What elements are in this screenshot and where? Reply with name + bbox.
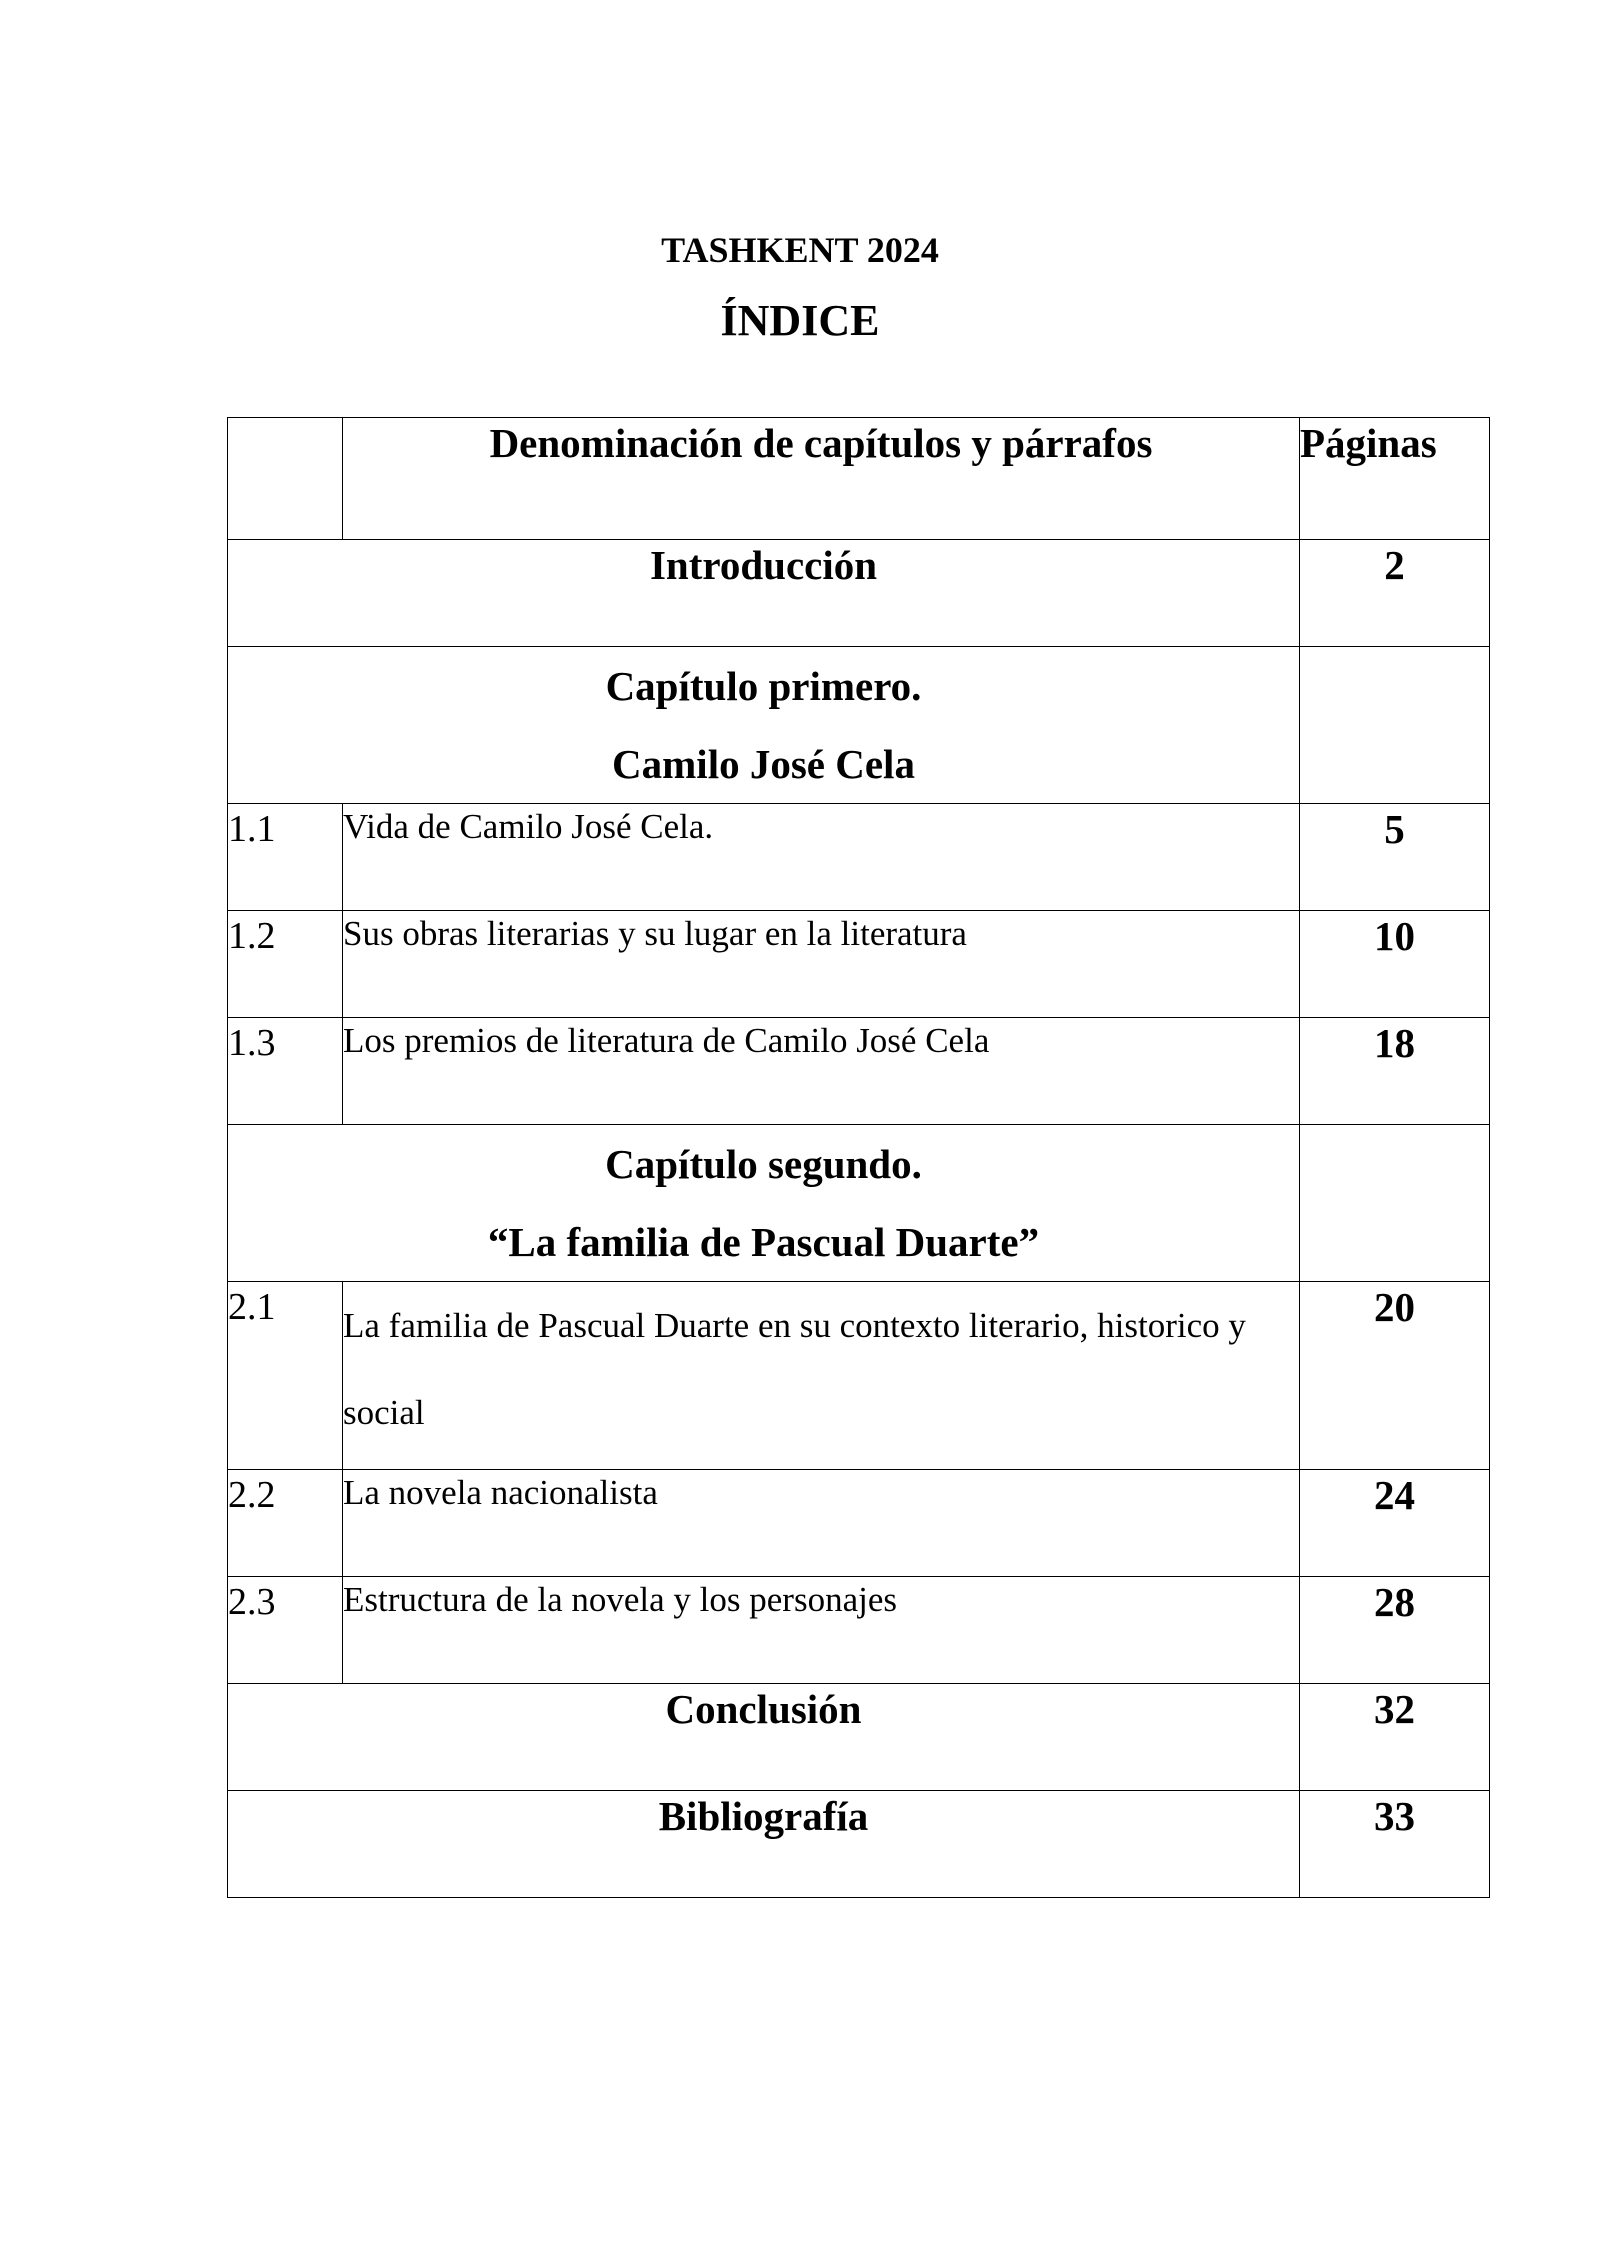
introduction-page: 2 xyxy=(1300,540,1490,647)
chapter2-line1: Capítulo segundo. xyxy=(605,1141,922,1187)
conclusion-title: Conclusión xyxy=(228,1684,1300,1791)
item-title: Vida de Camilo José Cela. xyxy=(343,804,1300,911)
item-title: Los premios de literatura de Camilo José Cela xyxy=(343,1018,1300,1125)
item-title: Sus obras literarias y su lugar en la literatura xyxy=(343,911,1300,1018)
item-title: La familia de Pascual Duarte en su contexto literario, historico y social xyxy=(343,1282,1300,1470)
table-row xyxy=(228,804,1490,911)
item-number: 1.3 xyxy=(228,1018,343,1125)
item-page: 28 xyxy=(1300,1577,1490,1684)
item-number: 2.3 xyxy=(228,1577,343,1684)
bibliography-title: Bibliografía xyxy=(228,1791,1300,1898)
introduction-row xyxy=(228,540,1490,647)
header-pages-cell: Páginas xyxy=(1300,418,1490,540)
chapter2-page xyxy=(1300,1125,1490,1282)
table-row xyxy=(228,1282,1490,1470)
item-page: 20 xyxy=(1300,1282,1490,1470)
chapter2-row xyxy=(228,1125,1490,1282)
chapter1-line2: Camilo José Cela xyxy=(612,741,915,787)
chapter2-line2: “La familia de Pascual Duarte” xyxy=(487,1219,1040,1265)
bibliography-page: 33 xyxy=(1300,1791,1490,1898)
table-row xyxy=(228,1018,1490,1125)
table-row xyxy=(228,911,1490,1018)
document-title: TASHKENT 2024 xyxy=(661,230,939,270)
item-page: 18 xyxy=(1300,1018,1490,1125)
bibliography-row xyxy=(228,1791,1490,1898)
header-title-cell: Denominación de capítulos y párrafos xyxy=(343,418,1300,540)
item-number: 1.1 xyxy=(228,804,343,911)
item-title: Estructura de la novela y los personajes xyxy=(343,1577,1300,1684)
item-number: 2.2 xyxy=(228,1470,343,1577)
conclusion-page: 32 xyxy=(1300,1684,1490,1791)
item-number: 1.2 xyxy=(228,911,343,1018)
introduction-title: Introducción xyxy=(228,540,1300,647)
chapter1-page xyxy=(1300,647,1490,804)
item-number: 2.1 xyxy=(228,1282,343,1470)
table-of-contents xyxy=(227,417,1490,1898)
item-title: La novela nacionalista xyxy=(343,1470,1300,1577)
chapter1-title-cell xyxy=(228,647,1300,804)
chapter1-line1: Capítulo primero. xyxy=(605,663,922,709)
table-header-row xyxy=(228,418,1490,540)
chapter2-title-cell xyxy=(228,1125,1300,1282)
table-row xyxy=(228,1470,1490,1577)
item-page: 5 xyxy=(1300,804,1490,911)
item-page: 10 xyxy=(1300,911,1490,1018)
conclusion-row xyxy=(228,1684,1490,1791)
chapter1-row xyxy=(228,647,1490,804)
table-row xyxy=(228,1577,1490,1684)
header-num-cell xyxy=(228,418,343,540)
item-page: 24 xyxy=(1300,1470,1490,1577)
index-heading: ÍNDICE xyxy=(720,296,880,345)
